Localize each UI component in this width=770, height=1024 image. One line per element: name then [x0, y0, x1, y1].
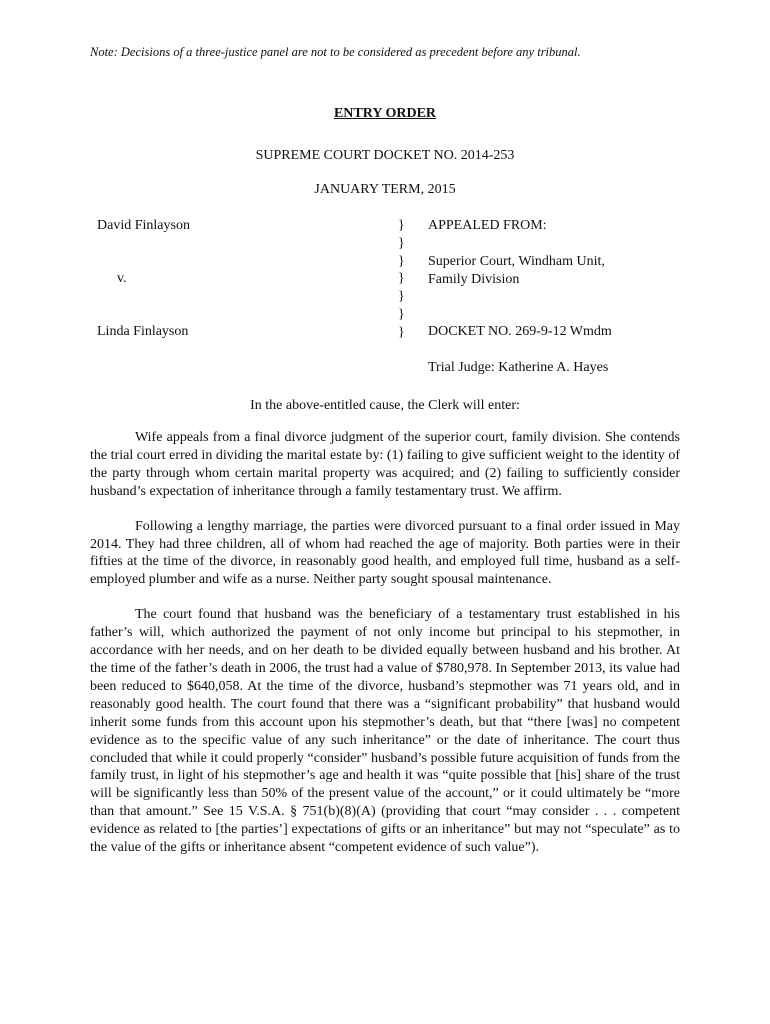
- lower-court-docket: DOCKET NO. 269-9-12 Wmdm: [428, 324, 612, 339]
- appealed-from-label: APPEALED FROM:: [428, 218, 547, 233]
- order-body: [90, 429, 680, 874]
- lower-court-line-1: Superior Court, Windham Unit,: [428, 254, 605, 269]
- party-appellee: David Finlayson: [97, 218, 190, 233]
- caption-bracket: }: [398, 324, 405, 340]
- caption-bracket: }: [398, 253, 405, 269]
- caption-bracket: }: [398, 271, 405, 287]
- supreme-court-docket: SUPREME COURT DOCKET NO. 2014-253: [255, 148, 515, 163]
- paragraph: Wife appeals from a final divorce judgment of the superior court, family division. She contends the trial court erred in dividing the marital estate by: (1) failing to give sufficient weight to the identity of the party through whom certain marital property was acquired; and (2) failing to sufficiently consider husband’s expectation of inheritance through a family testamentary trust. We affirm.: [90, 430, 680, 499]
- versus-label: v.: [117, 271, 127, 286]
- precedent-note: Note: Decisions of a three-justice panel are not to be considered as precedent before any tribunal.: [90, 45, 581, 59]
- party-appellant: Linda Finlayson: [97, 324, 189, 339]
- entry-order-title: ENTRY ORDER: [333, 106, 437, 121]
- caption-bracket: }: [398, 235, 405, 251]
- lower-court-line-2: Family Division: [428, 271, 520, 287]
- trial-judge: Trial Judge: Katherine A. Hayes: [428, 360, 609, 375]
- caption-bracket: }: [398, 218, 405, 233]
- lower-court: [428, 253, 605, 289]
- caption-bracket: }: [398, 289, 405, 305]
- caption-brackets: [398, 217, 405, 342]
- clerk-instruction: In the above-entitled cause, the Clerk will enter:: [250, 398, 520, 413]
- case-caption: [0, 217, 770, 377]
- caption-bracket: }: [398, 306, 405, 322]
- court-term: JANUARY TERM, 2015: [314, 182, 456, 197]
- paragraph: Following a lengthy marriage, the parties were divorced pursuant to a final order issued in May 2014. They had three children, all of whom had reached the age of majority. Both parties were in their fifties at the time of the divorce, in reasonably good health, and employed full time, husband as a self-employed plumber and wife as a nurse. Neither party sought spousal maintenance.: [90, 518, 680, 588]
- paragraph: The court found that husband was the beneficiary of a testamentary trust established in his father’s will, which authorized the payment of not only income but principal to his stepmother, in accordance with her needs, and on her death to be divided equally between husband and his brother. At the time of the father’s death in 2006, the trust had a value of $780,978. In September 2013, its value had been reduced to $640,058. At the time of the divorce, husband’s stepmother was 71 years old, and in reasonably good health. The court found that there was a “significant probability” that husband would inherit some funds from this account upon his stepmother’s death, but that “there [was] no competent evidence as to the specific value of any such inheritance” or the date of inheritance. The court thus concluded that while it could properly “consider” husband’s possible future acquisition of funds from the family trust, in light of his stepmother’s age and health it was “quite possible that [his] share of the trust will be significantly less than 50% of the present value of the account,” or it could ultimately be “more than that amount.” See 15 V.S.A. § 751(b)(8)(A) (providing that court “may consider . . . competent evidence as related to [the parties’] expectations of gifts or an inheritance” but may not “speculate” as to the value of the gifts or inheritance absent “competent evidence of such value”).: [90, 607, 680, 856]
